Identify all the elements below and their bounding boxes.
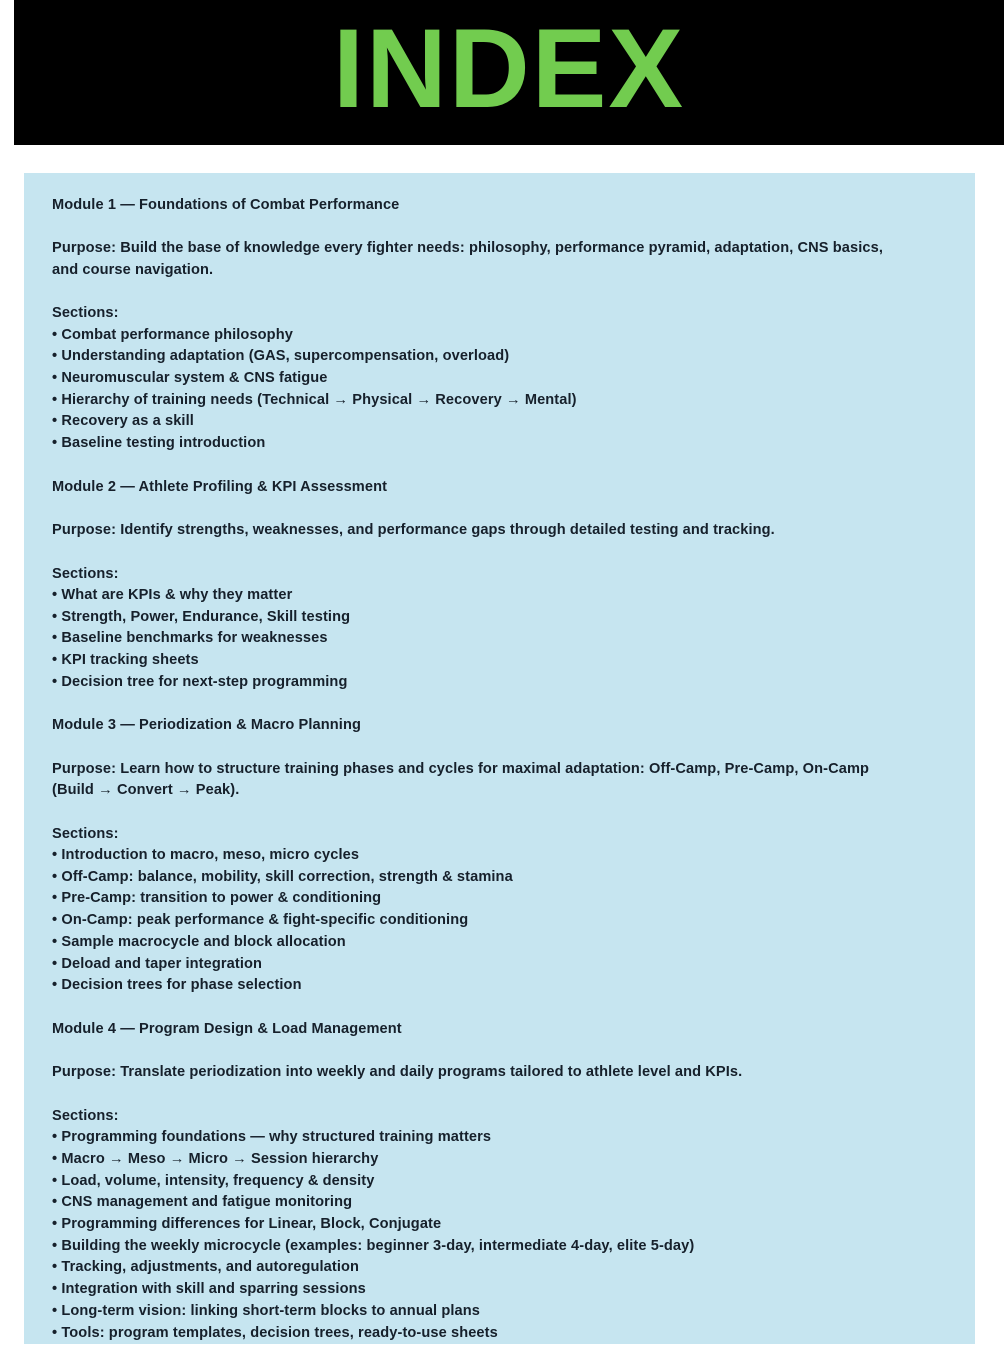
module-sections-list bbox=[52, 845, 945, 997]
list-item: • Programming differences for Linear, Block, Conjugate bbox=[52, 1215, 442, 1232]
list-item: • What are KPIs & why they matter bbox=[52, 586, 293, 603]
module-sections-list bbox=[52, 585, 945, 694]
module-title: Module 1 — Foundations of Combat Performance bbox=[52, 197, 400, 213]
sections-label: Sections: bbox=[52, 565, 119, 582]
module-purpose: Purpose: Translate periodization into weekly and daily programs tailored to athlete level and KPIs. bbox=[52, 1064, 743, 1081]
module-sections-list bbox=[52, 325, 945, 455]
list-item: • Tracking, adjustments, and autoregulation bbox=[52, 1259, 360, 1276]
list-item: • CNS management and fatigue monitoring bbox=[52, 1194, 353, 1211]
list-item: • Understanding adaptation (GAS, supercompensation, overload) bbox=[52, 348, 510, 365]
module-block bbox=[52, 1019, 945, 1344]
list-item: • Tools: program templates, decision trees, ready-to-use sheets bbox=[52, 1324, 498, 1341]
sections-label: Sections: bbox=[52, 305, 119, 322]
modules-container bbox=[52, 195, 945, 1344]
list-item: • Hierarchy of training needs (Technical → Physical → Recovery → Mental) bbox=[52, 391, 577, 408]
list-item: • Neuromuscular system & CNS fatigue bbox=[52, 369, 328, 386]
index-content-card bbox=[24, 173, 975, 1344]
page-title: INDEX bbox=[332, 5, 686, 131]
list-item: • Sample macrocycle and block allocation bbox=[52, 933, 346, 950]
module-purpose: Purpose: Identify strengths, weaknesses, and performance gaps through detailed testing and tracking. bbox=[52, 522, 775, 539]
module-block bbox=[52, 195, 945, 455]
module-title: Module 4 — Program Design & Load Management bbox=[52, 1021, 402, 1038]
list-item: • Long-term vision: linking short-term blocks to annual plans bbox=[52, 1302, 480, 1319]
module-block bbox=[52, 715, 945, 997]
list-item: • Baseline testing introduction bbox=[52, 435, 266, 452]
list-item: • Macro → Meso → Micro → Session hierarchy bbox=[52, 1150, 379, 1167]
module-purpose: Purpose: Build the base of knowledge every fighter needs: philosophy, performance pyramid, adaptation, CNS basics, and course navigation. bbox=[52, 240, 883, 278]
module-separator bbox=[52, 997, 945, 1019]
list-item: • Off-Camp: balance, mobility, skill correction, strength & stamina bbox=[52, 868, 513, 885]
list-item: • Programming foundations — why structured training matters bbox=[52, 1129, 492, 1146]
module-purpose: Purpose: Learn how to structure training phases and cycles for maximal adaptation: Off-Camp, Pre-Camp, On-Camp (Build → Convert → Peak). bbox=[52, 760, 870, 799]
list-item: • Building the weekly microcycle (examples: beginner 3-day, intermediate 4-day, elite 5-day) bbox=[52, 1237, 695, 1254]
list-item: • Decision tree for next-step programming bbox=[52, 673, 348, 690]
sections-label: Sections: bbox=[52, 825, 119, 842]
list-item: • Baseline benchmarks for weaknesses bbox=[52, 630, 328, 647]
module-separator bbox=[52, 455, 945, 477]
list-item: • Introduction to macro, meso, micro cycles bbox=[52, 846, 360, 863]
list-item: • Combat performance philosophy bbox=[52, 326, 293, 343]
module-sections-list bbox=[52, 1127, 945, 1344]
list-item: • On-Camp: peak performance & fight-specific conditioning bbox=[52, 912, 469, 929]
list-item: • KPI tracking sheets bbox=[52, 652, 199, 669]
module-title: Module 2 — Athlete Profiling & KPI Assessment bbox=[52, 478, 388, 495]
header-band bbox=[14, 0, 1004, 145]
list-item: • Decision trees for phase selection bbox=[52, 977, 302, 994]
list-item: • Deload and taper integration bbox=[52, 955, 263, 972]
list-item: • Integration with skill and sparring sessions bbox=[52, 1281, 366, 1298]
list-item: • Recovery as a skill bbox=[52, 413, 194, 430]
sections-label: Sections: bbox=[52, 1107, 119, 1124]
module-separator bbox=[52, 693, 945, 715]
module-block bbox=[52, 477, 945, 694]
list-item: • Strength, Power, Endurance, Skill testing bbox=[52, 608, 351, 625]
list-item: • Load, volume, intensity, frequency & density bbox=[52, 1172, 375, 1189]
module-title: Module 3 — Periodization & Macro Planning bbox=[52, 717, 361, 734]
list-item: • Pre-Camp: transition to power & conditioning bbox=[52, 890, 382, 907]
